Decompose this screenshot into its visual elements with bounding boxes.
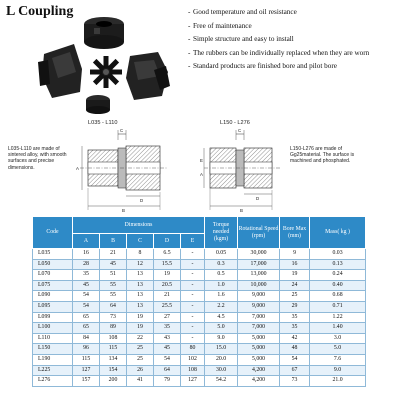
table-cell: 45 <box>154 344 181 355</box>
table-cell: 25.5 <box>154 301 181 312</box>
header-dim-d: D <box>154 234 181 249</box>
table-cell: 24 <box>280 280 310 291</box>
table-cell: 0.40 <box>310 280 366 291</box>
feature-item: - Good temperature and oil resistance <box>188 8 297 16</box>
table-cell: 127 <box>181 376 205 387</box>
table-cell: 65 <box>73 312 100 323</box>
svg-text:A: A <box>200 172 203 177</box>
table-cell: 25 <box>127 344 154 355</box>
table-cell: 73 <box>280 376 310 387</box>
table-cell: 35 <box>280 312 310 323</box>
table-cell-code: L225 <box>33 365 73 376</box>
table-cell: 0.03 <box>310 249 366 260</box>
table-cell: 54 <box>280 354 310 365</box>
dim-c-label: C <box>120 128 124 133</box>
table-cell: 25 <box>127 354 154 365</box>
table-cell: 84 <box>73 333 100 344</box>
material-note-right: L150-L276 are made of Gg25material. The surface is machined and phosphated. <box>290 146 355 165</box>
table-row <box>33 354 366 365</box>
table-cell: 5,000 <box>238 344 280 355</box>
table-cell: 22 <box>127 333 154 344</box>
table-cell: 154 <box>100 365 127 376</box>
table-cell: 13 <box>127 270 154 281</box>
table-cell: 15.5 <box>154 259 181 270</box>
table-cell: 19 <box>280 270 310 281</box>
table-cell: 0.05 <box>205 249 238 260</box>
table-cell: 108 <box>100 333 127 344</box>
svg-text:C: C <box>238 128 242 133</box>
table-cell: 102 <box>181 354 205 365</box>
table-cell: 51 <box>100 270 127 281</box>
table-cell: 29 <box>280 301 310 312</box>
table-cell: 55 <box>100 280 127 291</box>
table-cell-code: L070 <box>33 270 73 281</box>
table-cell: 21 <box>100 249 127 260</box>
spec-table-body <box>33 249 366 387</box>
table-cell: 3.0 <box>310 333 366 344</box>
table-cell: 13 <box>127 301 154 312</box>
table-row <box>33 312 366 323</box>
table-cell: 0.68 <box>310 291 366 302</box>
table-row <box>33 249 366 260</box>
table-cell: 35 <box>154 323 181 334</box>
table-cell: 26 <box>127 365 154 376</box>
svg-text:D: D <box>256 196 260 201</box>
table-cell: 19 <box>127 323 154 334</box>
svg-text:B: B <box>240 208 243 213</box>
table-cell: 28 <box>73 259 100 270</box>
table-cell: 5,000 <box>238 354 280 365</box>
feature-item: - Standard products are finished bore and pilot bore <box>188 62 337 71</box>
table-cell: - <box>181 312 205 323</box>
spec-table <box>32 216 366 387</box>
table-cell: 25 <box>280 291 310 302</box>
header-torque: Torque needed (kgm) <box>205 217 238 249</box>
table-cell: 54 <box>154 354 181 365</box>
table-cell: 1.40 <box>310 323 366 334</box>
table-cell: 0.13 <box>310 259 366 270</box>
table-cell: 9.0 <box>310 365 366 376</box>
table-cell: - <box>181 280 205 291</box>
coupling-photo <box>34 14 174 114</box>
table-cell: 4,200 <box>238 376 280 387</box>
table-cell-code: L276 <box>33 376 73 387</box>
table-cell-code: L075 <box>33 280 73 291</box>
table-cell: 1.0 <box>205 280 238 291</box>
table-cell: 115 <box>100 344 127 355</box>
table-cell: 41 <box>127 376 154 387</box>
drawing-range-right: L150 - L276 <box>220 120 250 126</box>
table-cell: 64 <box>154 365 181 376</box>
table-cell: 200 <box>100 376 127 387</box>
table-cell: 42 <box>280 333 310 344</box>
table-cell: 79 <box>154 376 181 387</box>
table-cell: 55 <box>100 291 127 302</box>
table-cell: 13 <box>127 280 154 291</box>
table-cell: 0.71 <box>310 301 366 312</box>
header-dim-b: B <box>100 234 127 249</box>
drawing-range-left: L035 - L110 <box>88 120 118 126</box>
table-cell: 64 <box>100 301 127 312</box>
feature-item: - Free of maintenance <box>188 21 252 30</box>
table-row <box>33 365 366 376</box>
dim-b-label: B <box>122 208 125 213</box>
table-cell: 15.0 <box>205 344 238 355</box>
table-cell: 80 <box>181 344 205 355</box>
table-cell: 9.0 <box>205 333 238 344</box>
table-cell: 108 <box>181 365 205 376</box>
table-cell: 54.2 <box>205 376 238 387</box>
table-cell-code: L050 <box>33 259 73 270</box>
table-cell: 7,000 <box>238 312 280 323</box>
table-cell: 89 <box>100 323 127 334</box>
table-cell: 48 <box>280 344 310 355</box>
table-cell: 67 <box>280 365 310 376</box>
table-cell: 13,000 <box>238 270 280 281</box>
table-cell: 96 <box>73 344 100 355</box>
table-cell: 5,000 <box>238 333 280 344</box>
table-cell: 45 <box>73 280 100 291</box>
table-cell: 45 <box>100 259 127 270</box>
table-row <box>33 376 366 387</box>
table-cell: 20.0 <box>205 354 238 365</box>
table-cell: 9,000 <box>238 301 280 312</box>
table-cell: 30.0 <box>205 365 238 376</box>
table-cell: 10,000 <box>238 280 280 291</box>
table-cell-code: L100 <box>33 323 73 334</box>
table-cell: 21.0 <box>310 376 366 387</box>
table-row <box>33 259 366 270</box>
table-cell: 19 <box>127 312 154 323</box>
table-cell: 20.5 <box>154 280 181 291</box>
table-cell: 4.5 <box>205 312 238 323</box>
table-cell: 9,000 <box>238 291 280 302</box>
table-cell: 8 <box>127 249 154 260</box>
table-cell: 7.6 <box>310 354 366 365</box>
table-cell: 73 <box>100 312 127 323</box>
table-cell-code: L099 <box>33 312 73 323</box>
table-cell: 43 <box>154 333 181 344</box>
table-cell: 30,000 <box>238 249 280 260</box>
dim-d-label: D <box>140 198 144 203</box>
table-cell-code: L035 <box>33 249 73 260</box>
table-cell: 19 <box>154 270 181 281</box>
table-row <box>33 270 366 281</box>
table-cell: 65 <box>73 323 100 334</box>
table-cell-code: L110 <box>33 333 73 344</box>
table-cell: - <box>181 259 205 270</box>
table-cell: 16 <box>73 249 100 260</box>
table-row <box>33 301 366 312</box>
page-title: L Coupling <box>6 4 74 19</box>
header-mass: Mass( kg ) <box>310 217 366 249</box>
table-cell: 9 <box>280 249 310 260</box>
table-cell: 12 <box>127 259 154 270</box>
table-cell: 54 <box>73 301 100 312</box>
drawing-l035-l110 <box>70 126 185 214</box>
table-cell: 16 <box>280 259 310 270</box>
table-cell-code: L095 <box>33 301 73 312</box>
table-cell: - <box>181 323 205 334</box>
table-cell: 157 <box>73 376 100 387</box>
feature-item: - The rubbers can be individually replaced when they are worn <box>188 48 370 57</box>
table-cell: 0.24 <box>310 270 366 281</box>
table-row <box>33 291 366 302</box>
table-cell: 54 <box>73 291 100 302</box>
table-cell: 27 <box>154 312 181 323</box>
table-cell: 1.6 <box>205 291 238 302</box>
header-code: Code <box>33 217 73 249</box>
header-dim-a: A <box>73 234 100 249</box>
table-cell: 1.22 <box>310 312 366 323</box>
table-cell: 2.2 <box>205 301 238 312</box>
table-cell: 13 <box>127 291 154 302</box>
table-cell: 21 <box>154 291 181 302</box>
table-cell: 6.5 <box>154 249 181 260</box>
table-cell-code: L090 <box>33 291 73 302</box>
header-speed: Rotational Speed (rpm) <box>238 217 280 249</box>
table-cell: 127 <box>73 365 100 376</box>
table-cell: 35 <box>73 270 100 281</box>
table-cell-code: L150 <box>33 344 73 355</box>
header-dim-e: E <box>181 234 205 249</box>
table-cell: 7,000 <box>238 323 280 334</box>
table-cell: - <box>181 291 205 302</box>
table-cell: 4,200 <box>238 365 280 376</box>
table-cell: 35 <box>280 323 310 334</box>
table-cell: 5.0 <box>310 344 366 355</box>
table-row <box>33 280 366 291</box>
feature-item: - Simple structure and easy to install <box>188 35 294 44</box>
svg-text:E: E <box>200 158 203 163</box>
header-dimensions: Dimensions <box>73 217 205 234</box>
material-note-left: L035-L110 are made of sintered alloy, with smooth surfaces and precise dimensions. <box>8 146 67 171</box>
table-cell: 0.3 <box>205 259 238 270</box>
table-row <box>33 323 366 334</box>
table-cell: 0.5 <box>205 270 238 281</box>
feature-list <box>188 8 396 76</box>
table-row <box>33 333 366 344</box>
table-cell: - <box>181 249 205 260</box>
table-cell: 5.0 <box>205 323 238 334</box>
table-cell: - <box>181 270 205 281</box>
table-cell-code: L190 <box>33 354 73 365</box>
table-row <box>33 344 366 355</box>
table-cell: - <box>181 333 205 344</box>
drawing-l150-l276 <box>200 126 290 214</box>
table-cell: 115 <box>73 354 100 365</box>
dim-a-label: A <box>76 166 79 171</box>
table-cell: 17,000 <box>238 259 280 270</box>
table-cell: - <box>181 301 205 312</box>
table-cell: 134 <box>100 354 127 365</box>
header-dim-c: C <box>127 234 154 249</box>
header-bore: Bore Max (mm) <box>280 217 310 249</box>
